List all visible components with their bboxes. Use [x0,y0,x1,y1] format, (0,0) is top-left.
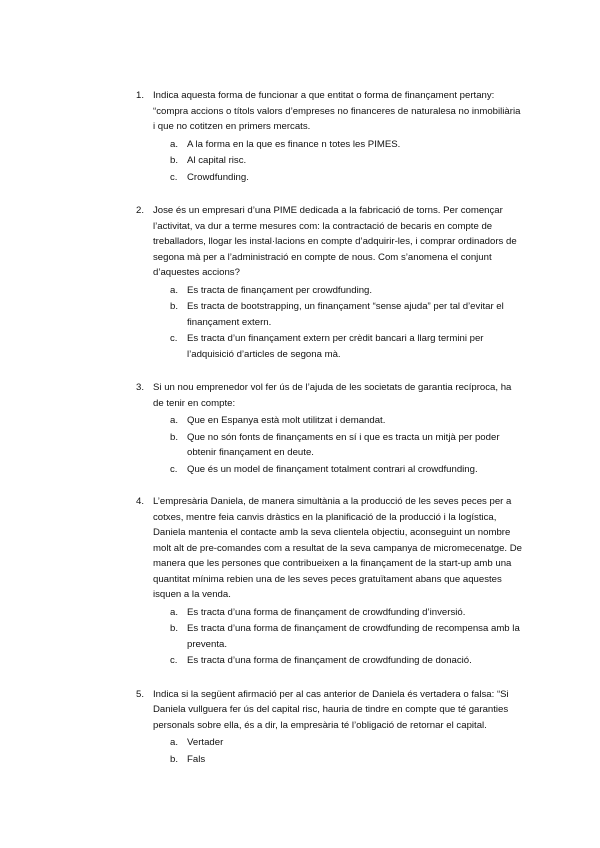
option-text: Fals [187,753,206,765]
option-list [153,605,522,669]
option-text: Que no són fonts de finançaments en sí i que es tracta un mitjà per poder obtenir finançament en deute. [187,431,500,458]
question-2 [136,203,522,362]
option-text: Crowdfunding. [187,171,249,183]
question-1 [136,88,522,185]
option-text: Es tracta d’una forma de finançament de crowdfunding d’inversió. [187,606,466,618]
question-text: Jose és un empresari d’una PIME dedicada a la fabricació de torns. Per començar l’activitat, va dur a terme mesures com: la contractació de becaris en compte de treballadors, llogar les instal·lacions en compte d’adquirir-les, i comprar ordinadors de segona mà per a l’administració en compte de nous. Com s’anomena el conjunt d’aquestes accions? [153,205,517,278]
option-a [153,735,522,751]
option-letter: b. [170,155,179,166]
option-letter: a. [170,284,179,296]
option-text: Al capital risc. [187,155,247,166]
option-c [153,331,522,362]
option-b [153,430,522,461]
option-text: A la forma en la que es finance n totes les PIMES. [187,138,401,150]
question-number: 1. [136,90,145,101]
option-a [153,283,522,299]
option-text: Vertader [187,737,224,748]
option-letter: a. [170,737,179,748]
option-list [153,137,522,186]
question-list [136,88,522,789]
option-letter: b. [170,431,179,443]
question-text: L’empresària Daniela, de manera simultània a la producció de les seves peces per a cotxes, mentre feia canvis dràstics en la planificació de la producció i la logística, Daniela mantenia el contacte amb la seva clientela objectiu, aconseguint un nombre molt alt de pre-comandes com a resultat de la seva campanya de micromecenatge. De manera que les persones que contribueixen a la finançament de la start-up amb una quantitat mínima rebien una de les seves peces gratuïtament abans que aquestes isquen a la venda. [153,496,523,600]
option-letter: c. [170,333,178,344]
option-b [153,621,522,652]
option-a [153,137,522,153]
option-a [153,605,522,621]
option-b [153,752,522,768]
question-5 [136,687,522,768]
option-text: Que en Espanya està molt utilitzat i demandat. [187,415,386,426]
option-list [153,735,522,767]
option-letter: c. [170,463,178,475]
question-4 [136,494,522,669]
question-3 [136,380,522,477]
option-letter: a. [170,415,179,426]
option-text: Es tracta d’un finançament extern per crèdit bancari a llarg termini per l’adquisició d’articles de segona mà. [187,333,484,360]
question-text: Si un nou emprenedor vol fer ús de l’ajuda de les societats de garantia recíproca, ha de tenir en compte: [153,382,512,409]
option-letter: a. [170,138,179,150]
option-c [153,462,522,478]
option-c [153,653,522,669]
option-text: Es tracta d’una forma de finançament de crowdfunding de donació. [187,655,472,666]
question-text: Indica aquesta forma de funcionar a que entitat o forma de finançament pertany: “compra accions o títols valors d’empreses no financeres de naturalesa no inmobiliària i que no cotitzen en primers mercats. [153,90,521,132]
option-letter: b. [170,623,179,634]
option-text: Que és un model de finançament totalment contrari al crowdfunding. [187,463,478,475]
option-letter: b. [170,301,179,312]
option-a [153,413,522,429]
option-text: Es tracta d’una forma de finançament de crowdfunding de recompensa amb la preventa. [187,623,520,650]
option-c [153,170,522,186]
option-text: Es tracta de finançament per crowdfunding. [187,284,373,296]
option-list [153,413,522,477]
question-number: 2. [136,205,145,216]
question-number: 3. [136,382,145,393]
option-letter: c. [170,655,178,666]
question-text: Indica si la següent afirmació per al cas anterior de Daniela és vertadera o falsa: “Si Daniela vullguera fer ús del capital risc, hauria de tindre en compte que té garanties personals sobre ella, és a dir, la empresària té l’obligació de retornar el capital. [153,688,509,731]
option-b [153,299,522,330]
option-letter: b. [170,753,179,765]
question-number: 5. [136,688,145,700]
question-number: 4. [136,496,145,507]
option-letter: c. [170,171,178,183]
option-text: Es tracta de bootstrapping, un finançament “sense ajuda” per tal d’evitar el finançament extern. [187,301,504,328]
option-letter: a. [170,606,179,618]
option-b [153,153,522,169]
option-list [153,283,522,363]
